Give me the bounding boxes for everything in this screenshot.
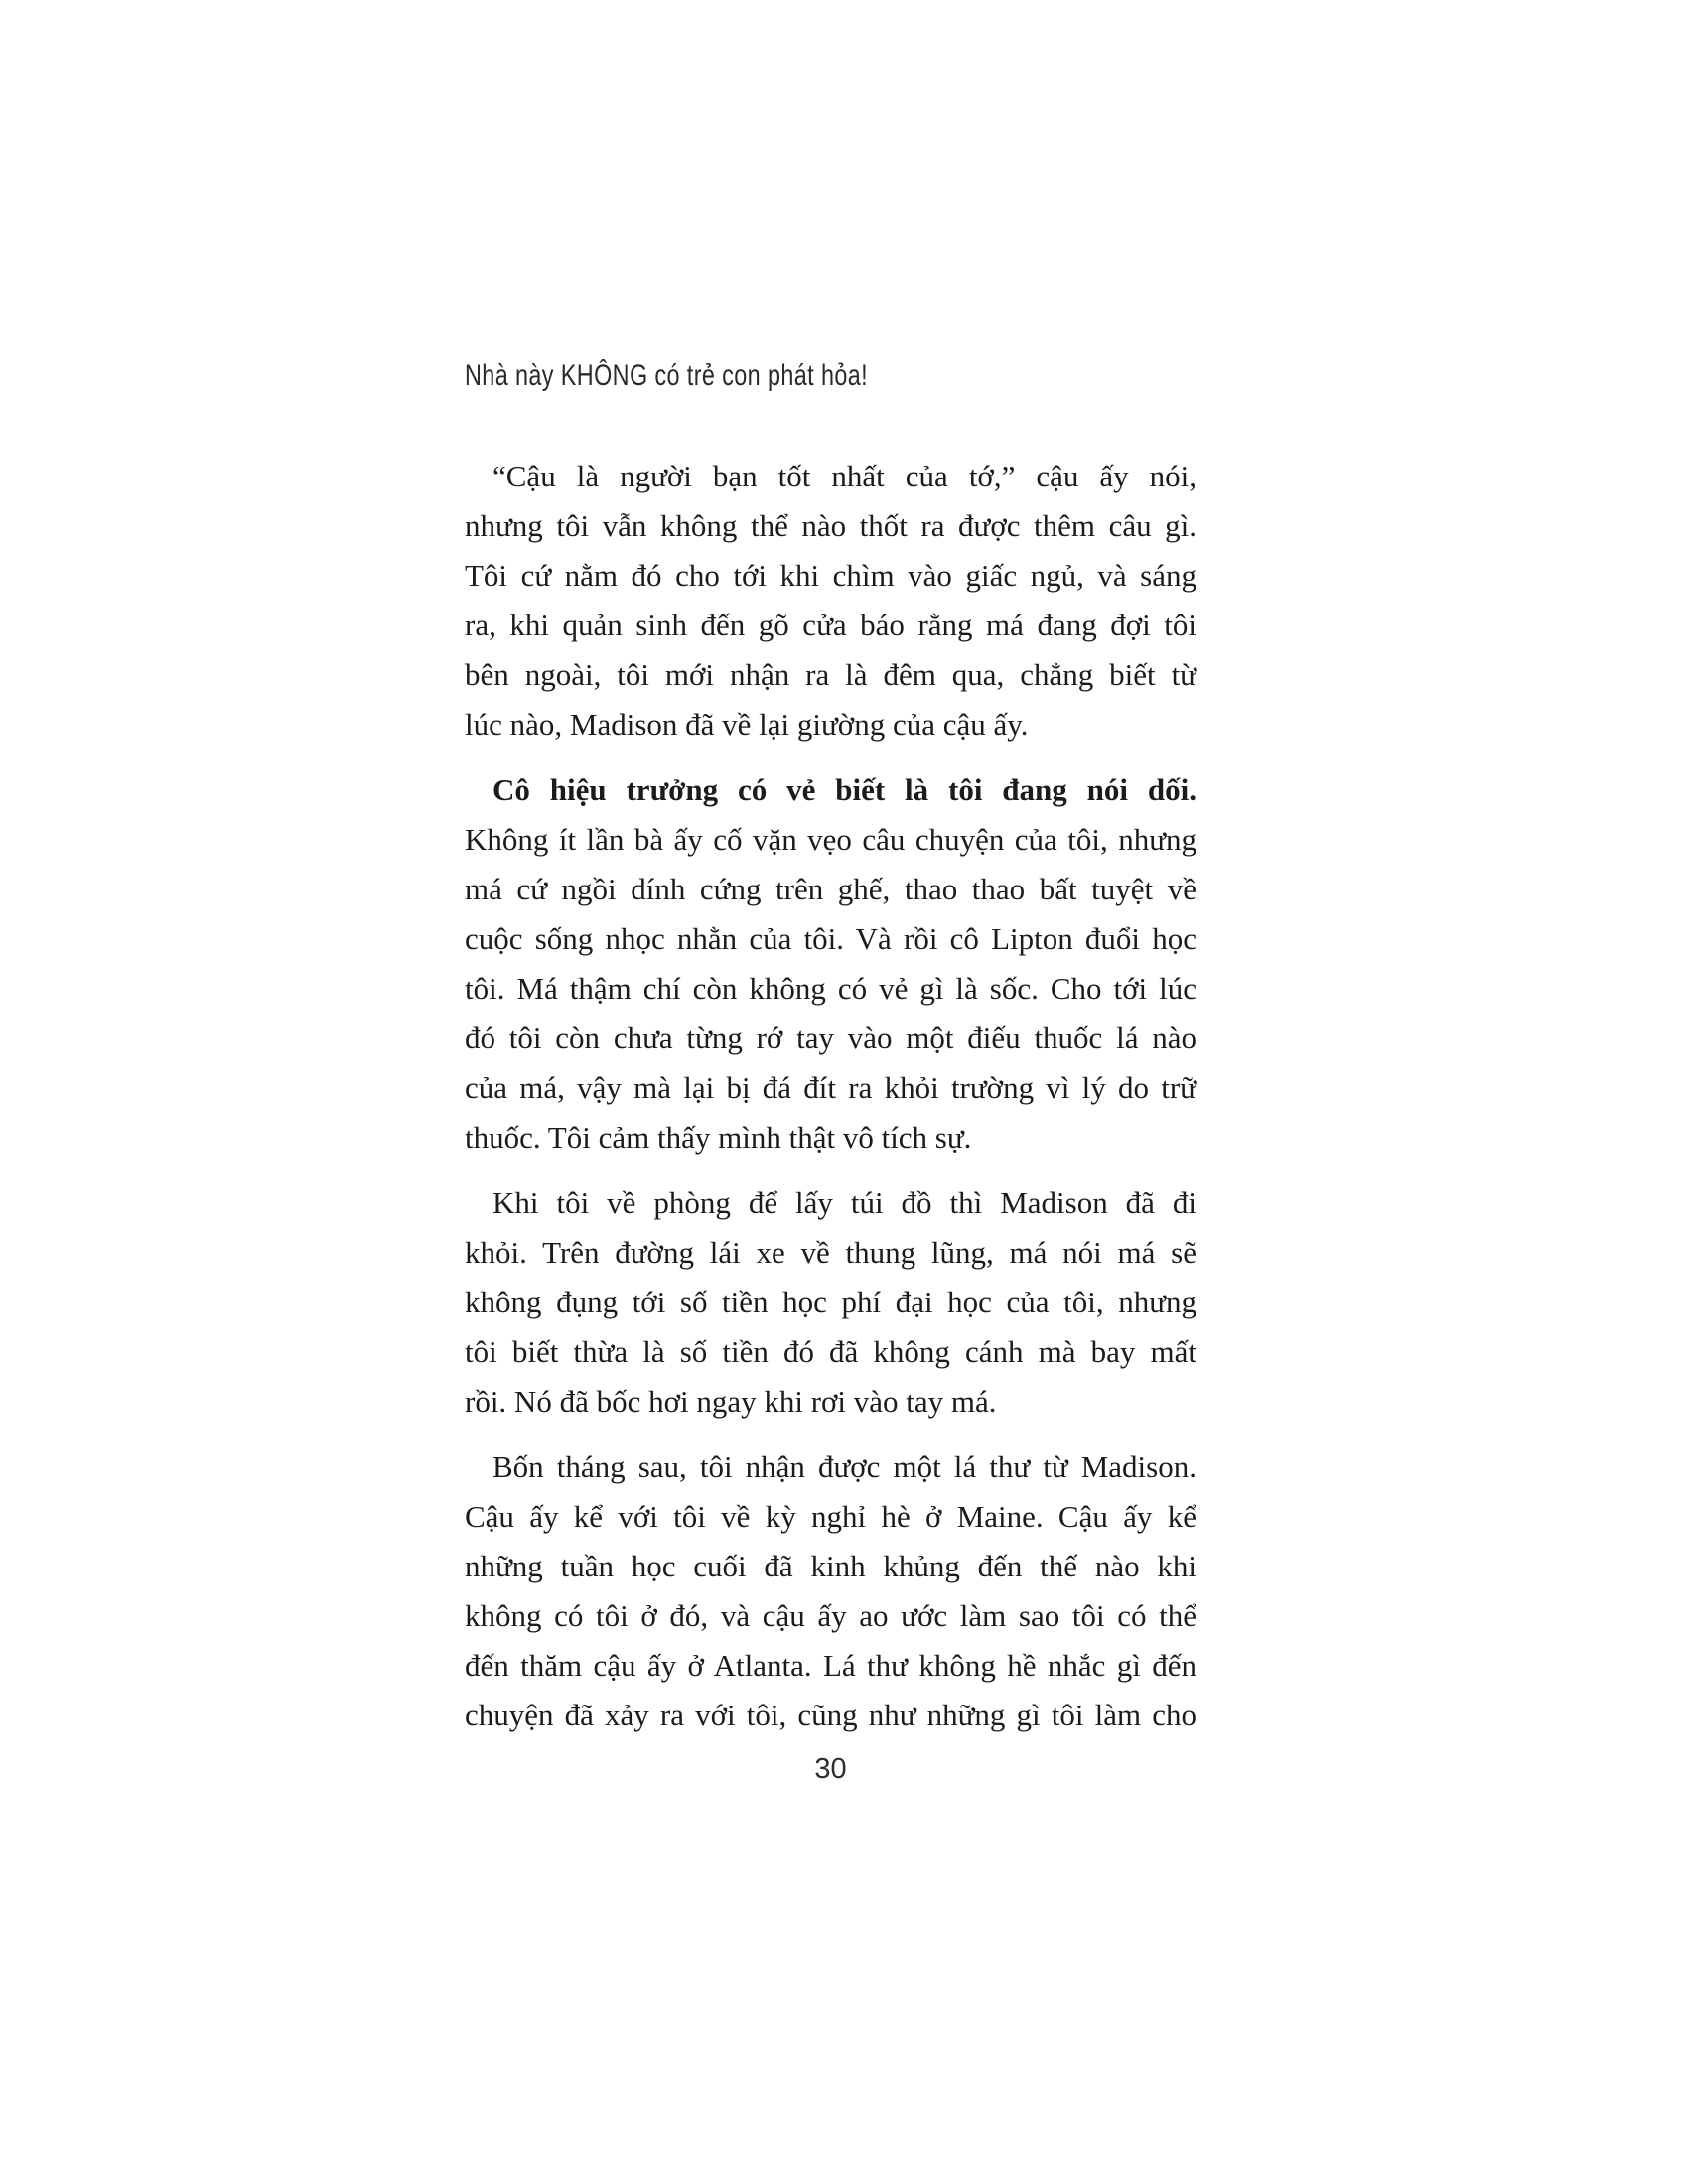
- text-line: cuộc sống nhọc nhằn của tôi. Và rồi cô Lipton đuổi học: [465, 921, 1196, 956]
- text-line: tôi. Má thậm chí còn không có vẻ gì là sốc. Cho tới lúc: [465, 971, 1196, 1006]
- text-line: Khi tôi về phòng để lấy túi đồ thì Madison đã đi: [492, 1185, 1196, 1220]
- text-line: Không ít lần bà ấy cố vặn vẹo câu chuyện của tôi, nhưng: [465, 822, 1196, 857]
- text-line: những tuần học cuối đã kinh khủng đến thế nào khi: [465, 1549, 1196, 1583]
- text-line: lúc nào, Madison đã về lại giường của cậu ấy.: [465, 707, 1029, 742]
- text-line: của má, vậy mà lại bị đá đít ra khỏi trường vì lý do trữ: [465, 1070, 1196, 1105]
- text-line: không đụng tới số tiền học phí đại học của tôi, nhưng: [465, 1285, 1196, 1319]
- text-line: thuốc. Tôi cảm thấy mình thật vô tích sự.: [465, 1120, 972, 1155]
- text-line: chuyện đã xảy ra với tôi, cũng như những gì tôi làm cho: [465, 1698, 1196, 1732]
- text-line: đó tôi còn chưa từng rớ tay vào một điếu thuốc lá nào: [465, 1021, 1196, 1055]
- page-number: 30: [814, 1753, 847, 1785]
- text-line: đến thăm cậu ấy ở Atlanta. Lá thư không hề nhắc gì đến: [465, 1648, 1196, 1683]
- paragraph: [465, 1178, 1196, 1427]
- text-line: “Cậu là người bạn tốt nhất của tớ,” cậu ấy nói,: [492, 459, 1196, 493]
- running-header: Nhà này KHÔNG có trẻ con phát hỏa!: [465, 359, 869, 392]
- text-line: bên ngoài, tôi mới nhận ra là đêm qua, chẳng biết từ: [465, 657, 1196, 692]
- text-line: ra, khi quản sinh đến gõ cửa báo rằng má đang đợi tôi: [465, 608, 1196, 642]
- text-line: Bốn tháng sau, tôi nhận được một lá thư từ Madison.: [492, 1449, 1196, 1484]
- text-line: nhưng tôi vẫn không thể nào thốt ra được thêm câu gì.: [465, 508, 1196, 543]
- text-line: rồi. Nó đã bốc hơi ngay khi rơi vào tay má.: [465, 1384, 997, 1419]
- text-line: Cô hiệu trưởng có vẻ biết là tôi đang nói dối.: [492, 772, 1196, 807]
- paragraph: [465, 1442, 1196, 1740]
- text-line: tôi biết thừa là số tiền đó đã không cánh mà bay mất: [465, 1334, 1196, 1369]
- paragraph: [465, 452, 1196, 750]
- text-line: Tôi cứ nằm đó cho tới khi chìm vào giấc ngủ, và sáng: [465, 558, 1196, 593]
- text-line: Cậu ấy kể với tôi về kỳ nghỉ hè ở Maine. Cậu ấy kể: [465, 1499, 1196, 1534]
- text-line: khỏi. Trên đường lái xe về thung lũng, má nói má sẽ: [465, 1235, 1196, 1270]
- paragraph: [465, 765, 1196, 1162]
- text-line: không có tôi ở đó, và cậu ấy ao ước làm sao tôi có thể: [465, 1598, 1196, 1633]
- body-text: [465, 452, 1196, 1740]
- text-line: má cứ ngồi dính cứng trên ghế, thao thao bất tuyệt về: [465, 872, 1196, 906]
